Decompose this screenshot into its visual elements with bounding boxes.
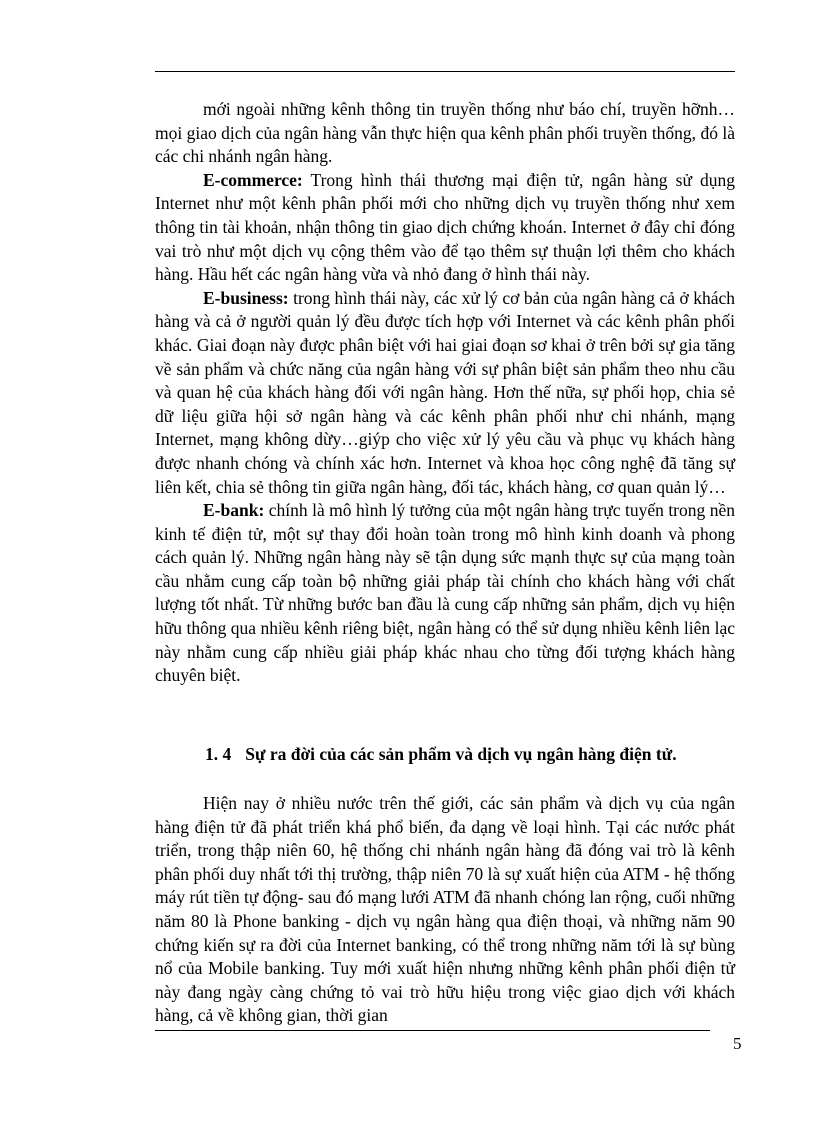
paragraph-intro: mới ngoài những kênh thông tin truyền thống như báo chí, truyền hỡnh… mọi giao dịch của ngân hàng vẫn thực hiện qua kênh phân phối truyền thống, đó là các chi nhánh ngân hàng.: [155, 99, 735, 167]
paragraph-ebank: [155, 499, 735, 688]
paragraph-history: Hiện nay ở nhiều nước trên thế giới, các sản phẩm và dịch vụ của ngân hàng điện tử đã phát triển khá phổ biến, đa dạng về loại hình. Tại các nước phát triển, trong thập niên 60, hệ thống chi nhánh ngân hàng đã đóng vai trò là kênh phân phối duy nhất tới thị trường, thập niên 70 là sự xuất hiện của ATM - hệ thống máy rút tiền tự động- sau đó mạng lưới ATM đã nhanh chóng lan rộng, cuối những năm 80 là Phone banking - dịch vụ ngân hàng qua điện thoại, và những năm 90 chứng kiến sự ra đời của Internet banking, có thể trong những năm tới là sự bùng nổ của Mobile banking. Tuy mới xuất hiện nhưng những kênh phân phối điện tử này đang ngày càng chứng tỏ vai trò hữu hiệu trong việc giao dịch với khách hàng, cả về không gian, thời gian: [155, 793, 735, 1026]
section-heading: [205, 744, 677, 765]
ebank-text: chính là mô hình lý tưởng của một ngân hàng trực tuyến trong nền kinh tế điện tử, một sự thay đổi hoàn toàn trong mô hình kinh doanh và phong cách quản lý. Những ngân hàng này sẽ tận dụng sức mạnh thực sự của mạng toàn cầu nhằm cung cấp toàn bộ những giải pháp tài chính cho khách hàng với chất lượng tốt nhất. Từ những bước ban đầu là cung cấp những sản phẩm, dịch vụ hiện hữu thông qua nhiều kênh riêng biệt, ngân hàng có thể sử dụng nhiều kênh liên lạc này nhằm cung cấp nhiều giải pháp khác nhau cho từng đối tượng khách hàng chuyên biệt.: [155, 500, 735, 686]
section-number: 1. 4: [205, 744, 232, 764]
ebusiness-label: E-business:: [203, 287, 289, 308]
section-body: [155, 792, 735, 1028]
header-rule: [155, 71, 735, 72]
ebank-label: E-bank:: [203, 500, 265, 521]
paragraph-ecommerce: [155, 169, 735, 287]
body-text: [155, 98, 735, 688]
ecommerce-text: Trong hình thái thương mại điện tử, ngân hàng sử dụng Internet như một kênh phân phối mới cho những dịch vụ truyền thống như xem thông tin tài khoản, nhận thông tin giao dịch chứng khoán. Internet ở đây chỉ đóng vai trò như một dịch vụ cộng thêm vào để tạo thêm sự thuận lợi thêm cho khách hàng. Hầu hết các ngân hàng vừa và nhỏ đang ở hình thái này.: [155, 169, 735, 285]
ebusiness-text: trong hình thái này, các xử lý cơ bản của ngân hàng cả ở khách hàng và cả ở người quản lý đều được tích hợp với Internet và các kênh phân phối khác. Giai đoạn này được phân biệt với hai giai đoạn sơ khai ở trên bởi sự gia tăng về sản phẩm và chức năng của ngân hàng với sự phân biệt sản phẩm theo nhu cầu và quan hệ của khách hàng đối với ngân hàng. Hơn thế nữa, sự phối họp, chia sẻ dữ liệu giữa hội sở ngân hàng và các kênh phân phối như chi nhánh, mạng Internet, mạng không dừy…giýp cho việc xử lý yêu cầu và phục vụ khách hàng được nhanh chóng và chính xác hơn. Internet và khoa học công nghệ đã tăng sự liên kết, chia sẻ thông tin giữa ngân hàng, đối tác, khách hàng, cơ quan quản lý…: [155, 287, 735, 497]
ecommerce-label: E-commerce:: [203, 169, 303, 190]
section-title: Sự ra đời của các sản phẩm và dịch vụ ngân hàng điện tử.: [245, 744, 677, 764]
paragraph-ebusiness: [155, 287, 735, 499]
footer-rule: [155, 1030, 710, 1031]
page-number: 5: [733, 1034, 742, 1053]
